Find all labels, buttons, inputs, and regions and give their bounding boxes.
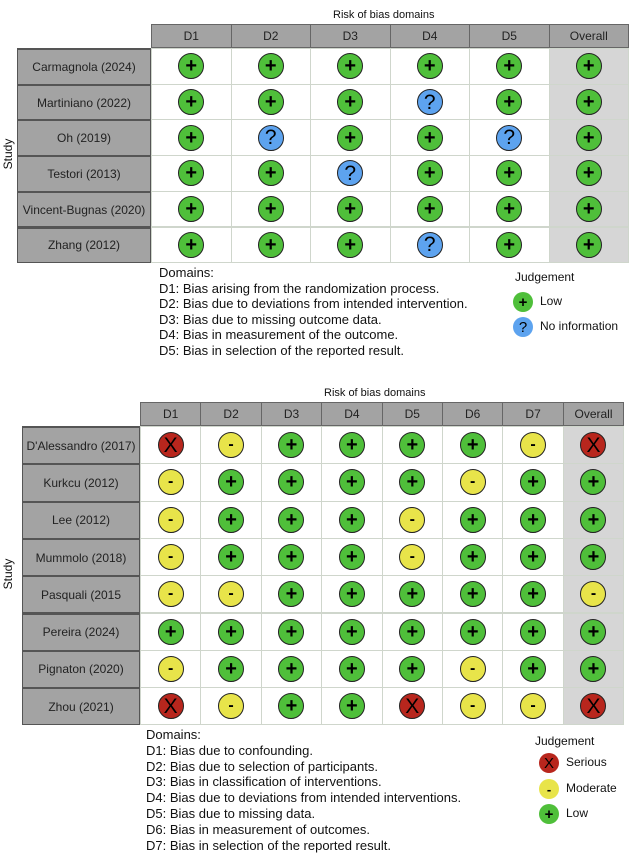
minus-icon: -: [520, 432, 546, 458]
column-header: D4: [321, 402, 382, 426]
study-label: Zhou (2021): [22, 687, 140, 725]
plus-icon: +: [339, 469, 365, 495]
plus-icon: +: [258, 89, 284, 115]
plus-icon: +: [278, 432, 304, 458]
study-label: Testori (2013): [17, 155, 151, 192]
study-label: D'Alessandro (2017): [22, 426, 140, 464]
judgement-cell: [442, 687, 503, 725]
plus-icon: +: [417, 196, 443, 222]
judgement-cell: [151, 191, 232, 228]
judgement-cell: [200, 463, 261, 501]
judgement-cell: [261, 687, 322, 725]
plus-icon: +: [339, 581, 365, 607]
judgement-cell: [382, 575, 443, 613]
domains-heading: Domains:: [159, 265, 214, 280]
question-icon: ?: [337, 160, 363, 186]
judgement-cell: [200, 501, 261, 539]
plus-icon: +: [218, 619, 244, 645]
column-header: D1: [140, 402, 201, 426]
plus-icon: +: [417, 160, 443, 186]
judgement-cell: [563, 463, 624, 501]
judgement-cell: [390, 227, 471, 264]
plus-icon: +: [278, 656, 304, 682]
minus-icon: -: [460, 693, 486, 719]
plus-icon: +: [339, 544, 365, 570]
minus-icon: -: [158, 581, 184, 607]
judgement-cell: [200, 426, 261, 464]
legend-label: Moderate: [566, 781, 617, 795]
judgement-cell: [469, 227, 550, 264]
judgement-cell: [549, 84, 630, 121]
plus-icon: +: [278, 581, 304, 607]
question-icon: ?: [258, 125, 284, 151]
plus-icon: +: [218, 544, 244, 570]
plus-icon: +: [576, 196, 602, 222]
plus-icon: +: [576, 53, 602, 79]
x-icon: X: [399, 693, 425, 719]
plus-icon: +: [337, 232, 363, 258]
plus-icon: +: [337, 53, 363, 79]
study-label: Mummolo (2018): [22, 538, 140, 576]
judgement-cell: [310, 48, 391, 85]
plus-icon: +: [520, 656, 546, 682]
plus-icon: +: [576, 232, 602, 258]
plus-icon: +: [496, 53, 522, 79]
judgement-cell: [549, 227, 630, 264]
minus-icon: -: [158, 656, 184, 682]
judgement-cell: [502, 426, 563, 464]
plus-icon: +: [178, 196, 204, 222]
judgement-cell: [390, 191, 471, 228]
judgement-cell: [382, 538, 443, 576]
plus-icon: +: [460, 544, 486, 570]
plus-icon: +: [460, 619, 486, 645]
plus-icon: +: [539, 804, 559, 824]
plus-icon: +: [337, 196, 363, 222]
judgement-cell: [382, 501, 443, 539]
judgement-cell: [151, 227, 232, 264]
judgement-cell: [382, 463, 443, 501]
plus-icon: +: [178, 89, 204, 115]
question-icon: ?: [513, 317, 533, 337]
x-icon: X: [158, 693, 184, 719]
plus-icon: +: [460, 507, 486, 533]
plus-icon: +: [178, 232, 204, 258]
domain-description: D6: Bias in measurement of outcomes.: [146, 821, 370, 837]
plus-icon: +: [399, 432, 425, 458]
plus-icon: +: [258, 53, 284, 79]
plus-icon: +: [339, 619, 365, 645]
judgement-cell: [231, 119, 312, 156]
plus-icon: +: [496, 196, 522, 222]
judgement-cell: [261, 426, 322, 464]
domain-description: D5: Bias in selection of the reported result.: [159, 343, 404, 358]
study-label: Pasquali (2015: [22, 575, 140, 613]
judgement-cell: [382, 650, 443, 688]
plus-icon: +: [218, 507, 244, 533]
x-icon: X: [580, 432, 606, 458]
judgement-cell: [321, 538, 382, 576]
judgement-cell: [321, 463, 382, 501]
domain-description: D1: Bias arising from the randomization process.: [159, 280, 440, 296]
domain-description: D2: Bias due to deviations from intended intervention.: [159, 296, 468, 312]
column-header: D3: [261, 402, 322, 426]
judgement-cell: [442, 501, 503, 539]
judgement-cell: [140, 501, 201, 539]
plus-icon: +: [520, 619, 546, 645]
judgement-cell: [390, 48, 471, 85]
plus-icon: +: [399, 656, 425, 682]
plus-icon: +: [513, 292, 533, 312]
minus-icon: -: [399, 544, 425, 570]
judgement-cell: [231, 191, 312, 228]
plus-icon: +: [580, 656, 606, 682]
judgement-cell: [321, 687, 382, 725]
judgement-cell: [140, 538, 201, 576]
judgement-cell: [261, 650, 322, 688]
column-header: D6: [442, 402, 503, 426]
plus-icon: +: [496, 160, 522, 186]
judgement-cell: [563, 426, 624, 464]
judgement-cell: [442, 463, 503, 501]
judgement-cell: [502, 687, 563, 725]
judgement-cell: [442, 538, 503, 576]
study-label: Pereira (2024): [22, 613, 140, 651]
legend-title: Judgement: [535, 734, 595, 748]
plus-icon: +: [576, 125, 602, 151]
judgement-cell: [502, 501, 563, 539]
column-header: Overall: [563, 402, 624, 426]
plus-icon: +: [337, 89, 363, 115]
plus-icon: +: [339, 656, 365, 682]
plus-icon: +: [258, 196, 284, 222]
domain-description: D5: Bias due to missing data.: [146, 806, 316, 821]
judgement-cell: [310, 191, 391, 228]
question-icon: ?: [417, 89, 443, 115]
judgement-cell: [549, 119, 630, 156]
study-label: Zhang (2012): [17, 227, 151, 264]
minus-icon: -: [460, 469, 486, 495]
column-header: D5: [382, 402, 443, 426]
judgement-cell: [310, 227, 391, 264]
judgement-cell: [231, 227, 312, 264]
judgement-cell: [563, 538, 624, 576]
legend-label: Serious: [566, 755, 607, 769]
column-header: Overall: [549, 24, 630, 48]
plus-icon: +: [460, 432, 486, 458]
plus-icon: +: [580, 507, 606, 533]
plus-icon: +: [339, 507, 365, 533]
judgement-cell: [200, 538, 261, 576]
judgement-cell: [261, 538, 322, 576]
y-axis-label: Study: [1, 558, 15, 590]
minus-icon: -: [218, 432, 244, 458]
plus-icon: +: [580, 469, 606, 495]
judgement-cell: [140, 575, 201, 613]
judgement-cell: [442, 575, 503, 613]
plus-icon: +: [520, 581, 546, 607]
judgement-cell: [140, 687, 201, 725]
study-label: Pignaton (2020): [22, 650, 140, 688]
domains-heading: Domains:: [146, 727, 201, 742]
judgement-cell: [321, 501, 382, 539]
plus-icon: +: [278, 469, 304, 495]
domain-description: D4: Bias in measurement of the outcome.: [159, 327, 399, 343]
plus-icon: +: [337, 125, 363, 151]
judgement-cell: [310, 119, 391, 156]
plus-icon: +: [576, 160, 602, 186]
judgement-cell: [231, 155, 312, 192]
x-icon: X: [580, 693, 606, 719]
judgement-cell: [231, 48, 312, 85]
plus-icon: +: [178, 125, 204, 151]
judgement-cell: [151, 119, 232, 156]
judgement-cell: [469, 119, 550, 156]
judgement-cell: [261, 613, 322, 651]
plus-icon: +: [178, 53, 204, 79]
column-header: D5: [469, 24, 550, 48]
plus-icon: +: [496, 232, 522, 258]
judgement-cell: [549, 48, 630, 85]
domain-description: D3: Bias due to missing outcome data.: [159, 311, 382, 327]
question-icon: ?: [496, 125, 522, 151]
minus-icon: -: [460, 656, 486, 682]
plus-icon: +: [399, 619, 425, 645]
minus-icon: -: [218, 693, 244, 719]
plus-icon: +: [496, 89, 522, 115]
judgement-cell: [261, 575, 322, 613]
legend-title: Judgement: [515, 270, 575, 284]
plus-icon: +: [580, 619, 606, 645]
plus-icon: +: [520, 507, 546, 533]
judgement-cell: [151, 155, 232, 192]
judgement-cell: [382, 426, 443, 464]
chart-title: Risk of bias domains: [324, 387, 426, 399]
judgement-cell: [382, 687, 443, 725]
judgement-cell: [563, 613, 624, 651]
judgement-cell: [563, 687, 624, 725]
x-icon: X: [158, 432, 184, 458]
plus-icon: +: [417, 125, 443, 151]
plus-icon: +: [339, 693, 365, 719]
judgement-cell: [502, 463, 563, 501]
study-label: Carmagnola (2024): [17, 48, 151, 85]
judgement-cell: [321, 426, 382, 464]
judgement-cell: [390, 155, 471, 192]
column-header: D7: [502, 402, 563, 426]
judgement-cell: [563, 650, 624, 688]
judgement-cell: [200, 650, 261, 688]
plus-icon: +: [278, 619, 304, 645]
domain-description: D4: Bias due to deviations from intended interventions.: [146, 790, 462, 806]
judgement-cell: [502, 538, 563, 576]
column-header: D2: [231, 24, 312, 48]
judgement-cell: [469, 48, 550, 85]
plus-icon: +: [218, 656, 244, 682]
judgement-cell: [502, 613, 563, 651]
minus-icon: -: [158, 469, 184, 495]
plus-icon: +: [580, 544, 606, 570]
judgement-cell: [390, 84, 471, 121]
judgement-cell: [321, 613, 382, 651]
plus-icon: +: [520, 544, 546, 570]
judgement-cell: [140, 463, 201, 501]
judgement-cell: [200, 575, 261, 613]
judgement-cell: [469, 155, 550, 192]
plus-icon: +: [399, 469, 425, 495]
judgement-cell: [200, 687, 261, 725]
plus-icon: +: [158, 619, 184, 645]
domain-description: D2: Bias due to selection of participants.: [146, 758, 378, 774]
column-header: D1: [151, 24, 232, 48]
judgement-cell: [140, 613, 201, 651]
plus-icon: +: [520, 469, 546, 495]
study-label: Martiniano (2022): [17, 84, 151, 121]
judgement-cell: [469, 84, 550, 121]
plus-icon: +: [576, 89, 602, 115]
judgement-cell: [549, 155, 630, 192]
judgement-cell: [310, 155, 391, 192]
plus-icon: +: [339, 432, 365, 458]
study-label: Lee (2012): [22, 501, 140, 539]
judgement-cell: [310, 84, 391, 121]
plus-icon: +: [278, 693, 304, 719]
judgement-cell: [321, 575, 382, 613]
minus-icon: -: [539, 779, 559, 799]
judgement-cell: [151, 84, 232, 121]
judgement-cell: [261, 501, 322, 539]
minus-icon: -: [399, 507, 425, 533]
judgement-cell: [140, 426, 201, 464]
study-label: Vincent-Bugnas (2020): [17, 191, 151, 228]
legend-label: Low: [566, 806, 589, 820]
domain-description: D3: Bias in classification of interventions.: [146, 774, 382, 790]
study-label: Oh (2019): [17, 119, 151, 156]
domain-description: D1: Bias due to confounding.: [146, 742, 313, 758]
x-icon: X: [539, 753, 559, 773]
plus-icon: +: [417, 53, 443, 79]
y-axis-label: Study: [1, 138, 15, 170]
minus-icon: -: [520, 693, 546, 719]
judgement-cell: [231, 84, 312, 121]
plus-icon: +: [178, 160, 204, 186]
column-header: D4: [390, 24, 471, 48]
minus-icon: -: [158, 507, 184, 533]
column-header: D2: [200, 402, 261, 426]
judgement-cell: [442, 650, 503, 688]
minus-icon: -: [218, 581, 244, 607]
judgement-cell: [502, 575, 563, 613]
question-icon: ?: [417, 232, 443, 258]
minus-icon: -: [158, 544, 184, 570]
judgement-cell: [563, 501, 624, 539]
judgement-cell: [200, 613, 261, 651]
plus-icon: +: [218, 469, 244, 495]
judgement-cell: [390, 119, 471, 156]
minus-icon: -: [580, 581, 606, 607]
plus-icon: +: [399, 581, 425, 607]
plus-icon: +: [278, 544, 304, 570]
chart-title: Risk of bias domains: [333, 9, 435, 21]
plus-icon: +: [258, 232, 284, 258]
legend-label: Low: [540, 294, 563, 308]
legend-label: No information: [540, 319, 619, 333]
plus-icon: +: [278, 507, 304, 533]
domain-description: D7: Bias in selection of the reported result.: [146, 837, 391, 853]
judgement-cell: [151, 48, 232, 85]
study-label: Kurkcu (2012): [22, 463, 140, 501]
judgement-cell: [469, 191, 550, 228]
judgement-cell: [502, 650, 563, 688]
plus-icon: +: [258, 160, 284, 186]
plus-icon: +: [460, 581, 486, 607]
judgement-cell: [382, 613, 443, 651]
judgement-cell: [321, 650, 382, 688]
column-header: D3: [310, 24, 391, 48]
judgement-cell: [563, 575, 624, 613]
judgement-cell: [442, 613, 503, 651]
judgement-cell: [140, 650, 201, 688]
judgement-cell: [549, 191, 630, 228]
judgement-cell: [261, 463, 322, 501]
judgement-cell: [442, 426, 503, 464]
